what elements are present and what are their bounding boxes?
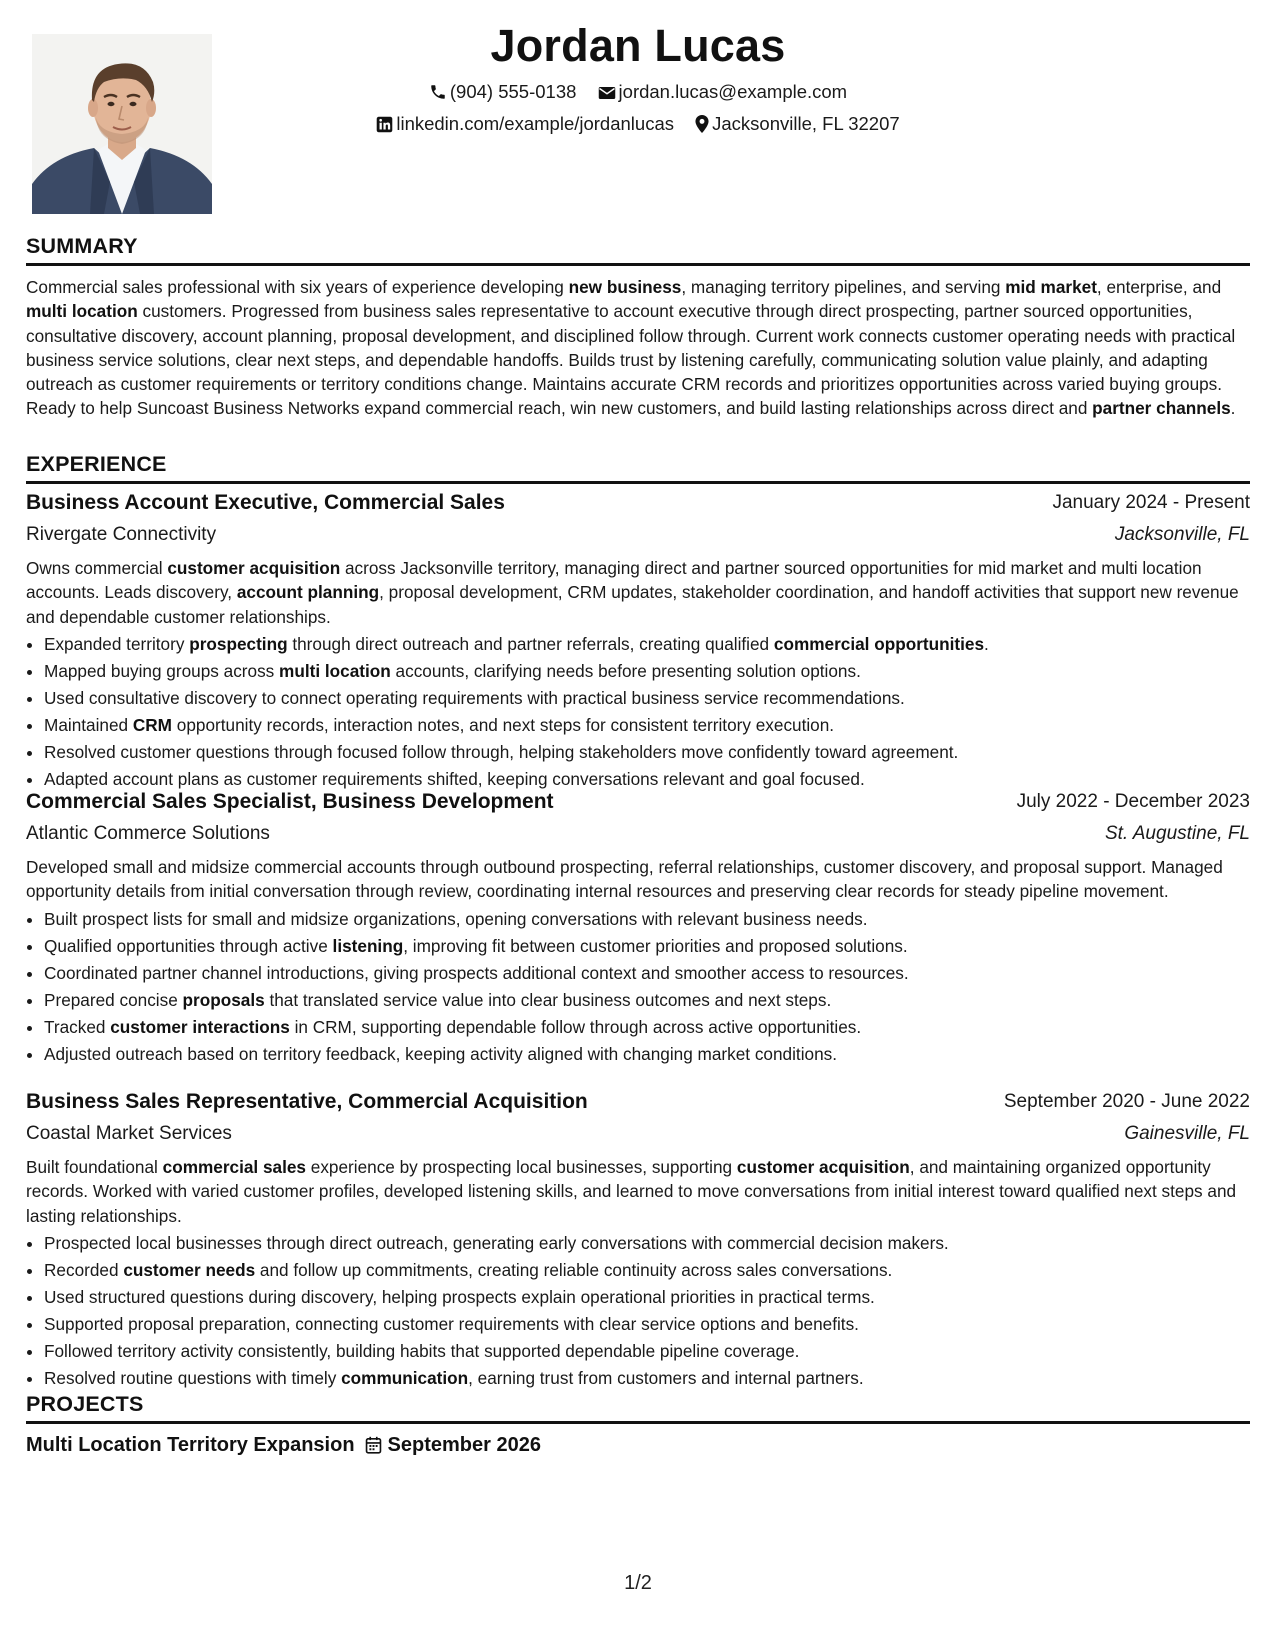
phone-text: (904) 555-0138 [449,81,577,103]
summary-heading: SUMMARY [26,234,1250,266]
job-description [26,855,1250,904]
bullet-item [44,1014,1250,1041]
text-run: Supported proposal preparation, connecting customer requirements with clear service options and benefits. [44,1313,859,1334]
emphasis-text: new business [568,277,682,297]
text-run: Developed small and midsize commercial accounts through outbound prospecting, referral relationships, customer discovery, and proposal support. Managed opportunity details from initial conversation through review, coordinating internal resources and preserving clear records for steady pipeline movement. [26,857,1223,902]
map-pin-icon [695,115,709,133]
text-run: that translated service value into clear business outcomes and next steps. [264,989,832,1010]
bullet-item [44,1311,1250,1338]
text-run: Commercial sales professional with six years of experience developing [26,277,569,297]
job-entry [26,1090,1250,1392]
phone-contact[interactable] [429,81,577,103]
text-run: Owns commercial [26,558,168,578]
text-run: experience by prospecting local businesses, supporting [305,1157,737,1177]
text-run: Built foundational [26,1157,163,1177]
location-text: Jacksonville, FL 32207 [712,113,900,135]
emphasis-text: commercial opportunities [773,633,985,654]
text-run: Followed territory activity consistently, building habits that supported dependable pipeline coverage. [44,1340,800,1361]
text-run: Prepared concise [44,989,183,1010]
job-company: Coastal Market Services [26,1123,232,1144]
text-run: Mapped buying groups across [44,660,280,681]
emphasis-text: customer interactions [110,1016,290,1037]
text-run: Adapted account plans as customer requirements shifted, keeping conversations relevant and goal focused. [44,768,865,789]
job-location: Jacksonville, FL [1114,524,1250,545]
text-run: Tracked [44,1016,111,1037]
text-run: accounts, clarifying needs before presenting solution options. [390,660,861,681]
bullet-item [44,1365,1250,1392]
bullet-item [44,766,1250,793]
text-run: Recorded [44,1259,124,1280]
linkedin-icon [376,116,393,133]
text-run: Resolved customer questions through focused follow through, helping stakeholders move confidently toward agreement. [44,741,959,762]
bullet-item [44,960,1250,987]
project-item [26,1434,541,1457]
bullet-item [44,1041,1250,1068]
text-run: across Jacksonville territory, managing direct and partner sourced opportunities for mid market and multi location accounts. Leads discovery, [26,558,1202,603]
bullet-item [44,987,1250,1014]
text-run: customers. Progressed from business sales representative to account executive through direct prospecting, partner sourced opportunities, consultative discovery, account planning, proposal development, and disciplined follow through. Current work connects customer operating needs with practical business service solutions, clear next steps, and dependable handoffs. Builds trust by listening carefully, communicating solution value plainly, and adapting outreach as customer requirements or territory conditions change. Maintains accurate CRM records and prioritizes opportunities across varied buying groups. Ready to help Suncoast Business Networks expand commercial reach, win new customers, and build lasting relationships across direct and [26,301,1236,419]
emphasis-text: customer acquisition [736,1157,910,1177]
job-location: St. Augustine, FL [1104,823,1250,844]
text-run: , managing territory pipelines, and serving [681,277,1006,297]
job-bullets [26,906,1250,1068]
phone-icon [429,83,447,101]
bullet-item [44,1338,1250,1365]
linkedin-text: linkedin.com/example/jordanlucas [396,113,674,135]
bullet-item [44,658,1250,685]
text-run: Resolved routine questions with timely [44,1367,342,1388]
bullet-item [44,933,1250,960]
project-date: September 2026 [387,1434,541,1456]
text-run: , and maintaining organized opportunity records. Worked with varied customer profiles, developed listening skills, and learned to move conversations from initial interest toward qualified next steps and lasting relationships. [26,1157,1237,1226]
text-run: Qualified opportunities through active [44,935,333,956]
bullet-item [44,712,1250,739]
text-run: Built prospect lists for small and midsize organizations, opening conversations with relevant business needs. [44,908,868,929]
location-contact [695,113,900,135]
text-run: . [1230,398,1236,419]
linkedin-contact[interactable] [376,113,674,135]
emphasis-text: proposals [182,989,265,1010]
emphasis-text: account planning [236,582,380,603]
text-run: Prospected local businesses through direct outreach, generating early conversations with commercial decision makers. [44,1232,949,1253]
resume-page [26,0,1250,1650]
text-run: . [984,633,989,654]
summary-text [26,275,1250,421]
emphasis-text: commercial sales [162,1157,306,1177]
job-description [26,556,1250,629]
envelope-icon [598,85,616,101]
text-run: in CRM, supporting dependable follow through across active opportunities. [289,1016,862,1037]
job-dates: September 2020 - June 2022 [1003,1091,1250,1112]
emphasis-text: listening [332,935,404,956]
bullet-item [44,906,1250,933]
job-bullets [26,631,1250,793]
job-title: Business Account Executive, Commercial Sales [26,491,505,514]
bullet-item [44,1257,1250,1284]
text-run: and follow up commitments, creating reliable continuity across sales conversations. [255,1259,893,1280]
emphasis-text: customer needs [123,1259,256,1280]
job-title: Commercial Sales Specialist, Business Development [26,790,554,813]
job-description [26,1155,1250,1228]
project-name: Multi Location Territory Expansion [26,1434,355,1456]
emphasis-text: partner channels [1092,398,1231,419]
page-number: 1/2 [624,1572,652,1594]
bullet-item [44,631,1250,658]
emphasis-text: CRM [132,714,173,735]
job-company: Atlantic Commerce Solutions [26,823,270,844]
job-title: Business Sales Representative, Commercial Acquisition [26,1090,588,1113]
text-run: Used consultative discovery to connect operating requirements with practical business service recommendations. [44,687,905,708]
text-run: Coordinated partner channel introductions, giving prospects additional context and smoother access to resources. [44,962,909,983]
job-location: Gainesville, FL [1124,1123,1250,1144]
job-dates: July 2022 - December 2023 [1016,791,1250,812]
contact-row-primary [26,80,1250,103]
text-run: opportunity records, interaction notes, and next steps for consistent territory execution. [172,714,835,735]
text-run: Maintained [44,714,133,735]
candidate-name: Jordan Lucas [490,20,786,71]
job-entry [26,491,1250,793]
text-run: , enterprise, and [1096,277,1222,297]
projects-heading: PROJECTS [26,1392,1250,1424]
email-contact[interactable] [598,81,848,103]
bullet-item [44,739,1250,766]
emphasis-text: multi location [26,301,138,322]
text-run: through direct outreach and partner referrals, creating qualified [287,633,774,654]
bullet-item [44,1230,1250,1257]
text-run: Adjusted outreach based on territory feedback, keeping activity aligned with changing market conditions. [44,1043,837,1064]
email-text: jordan.lucas@example.com [618,81,848,103]
contact-row-secondary [26,112,1250,135]
bullet-item [44,1284,1250,1311]
text-run: Used structured questions during discovery, helping prospects explain operational priorities in practical terms. [44,1286,875,1307]
emphasis-text: customer acquisition [167,558,341,578]
bullet-item [44,685,1250,712]
job-dates: January 2024 - Present [1052,492,1250,513]
text-run: , earning trust from customers and internal partners. [468,1367,864,1388]
job-company: Rivergate Connectivity [26,524,217,545]
emphasis-text: mid market [1005,277,1097,297]
emphasis-text: communication [341,1367,469,1388]
text-run: , proposal development, CRM updates, stakeholder coordination, and handoff activities that support new revenue and dependable customer relationships. [26,582,1239,627]
text-run: Expanded territory [44,633,190,654]
experience-heading: EXPERIENCE [26,452,1250,484]
text-run: , improving fit between customer priorities and proposed solutions. [403,935,908,956]
job-entry [26,790,1250,1068]
emphasis-text: prospecting [189,633,288,654]
job-bullets [26,1230,1250,1392]
emphasis-text: multi location [279,660,391,681]
calendar-icon [365,1436,382,1454]
